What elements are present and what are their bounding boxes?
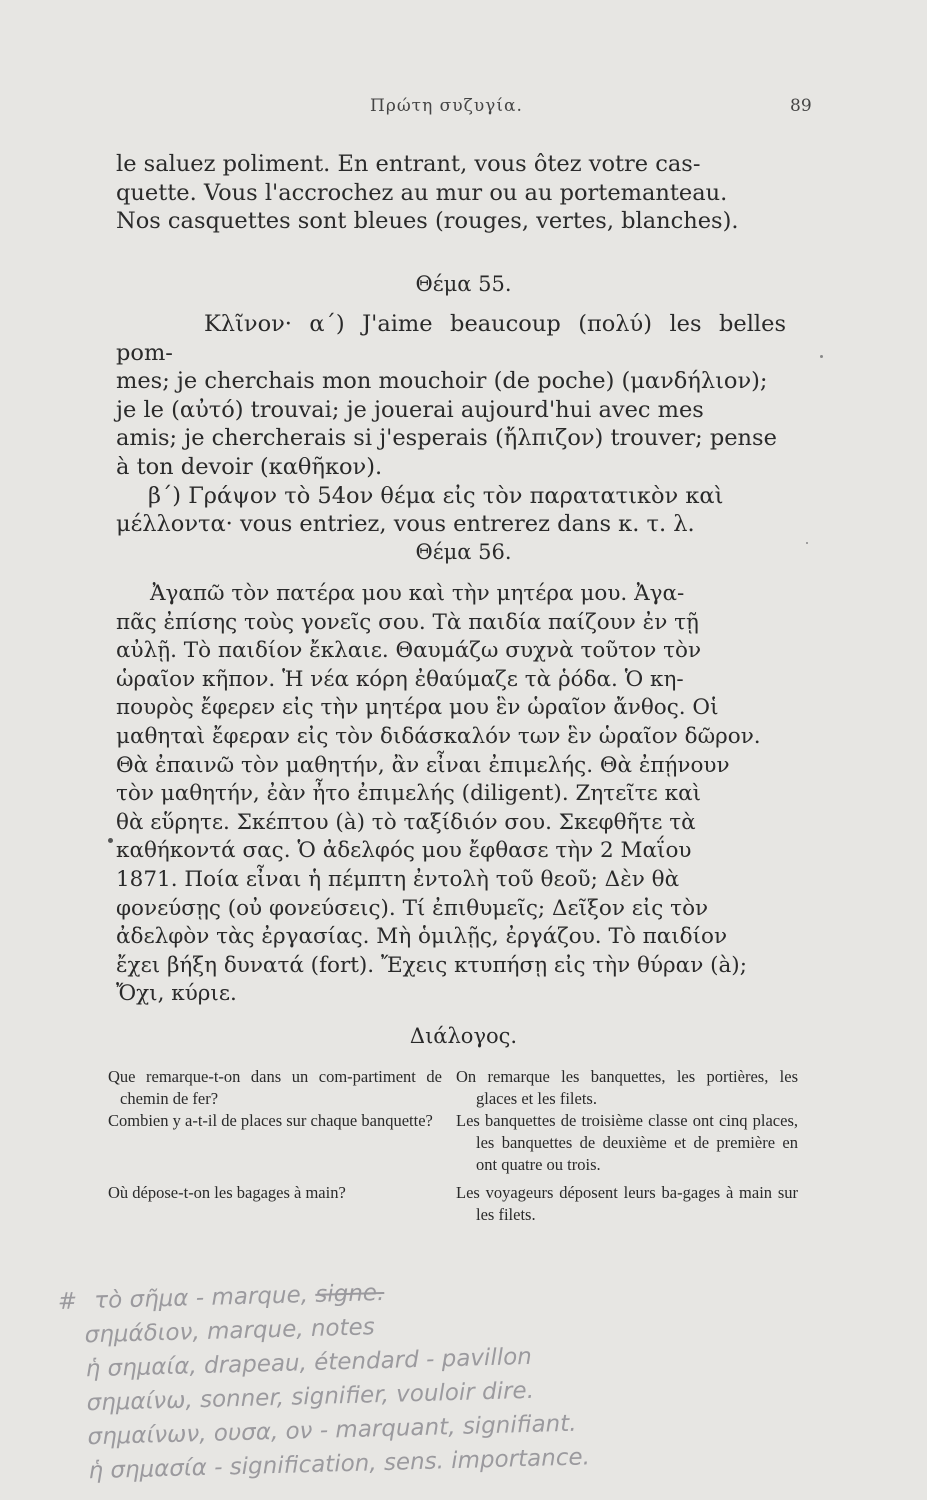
dialogue-answer: On remarque les banquettes, les portières, les glaces et les filets. — [456, 1067, 798, 1108]
text-line: ἀδελφὸν τὰς ἐργασίας. Μὴ ὁμιλῇς, ἐργάζου. Τὸ παιδίον — [116, 924, 728, 950]
dialogue-question: Où dépose-t-on les bagages à main? — [108, 1183, 346, 1202]
text-line: αὐλῇ. Τὸ παιδίον ἔκλαιε. Θαυμάζω συχνὰ τοῦτον τὸν — [116, 638, 702, 664]
text-line: τὸν μαθητήν, ἐὰν ἦτο ἐπιμελής (diligent). Ζητεῖτε καὶ — [116, 781, 702, 807]
dialogue-question: Que remarque-t-on dans un com-partiment de chemin de fer? — [108, 1067, 442, 1108]
hash-mark: # — [57, 1288, 78, 1316]
text-line: μέλλοντα· vous entriez, vous entrerez dans κ. τ. λ. — [116, 511, 695, 538]
text-line: πᾶς ἐπίσης τοὺς γονεῖς σου. Τὰ παιδία παίζουν ἐν τῇ — [116, 609, 699, 635]
dialogue-question: Combien y a-t-il de places sur chaque banquette? — [108, 1111, 433, 1130]
text-line: ὡραῖον κῆπον. Ἡ νέα κόρη ἐθαύμαζε τὰ ῥόδα. Ὁ κη- — [116, 666, 684, 692]
page-number: 89 — [790, 96, 812, 116]
text-line: Nos casquettes sont bleues (rouges, vertes, blanches). — [116, 208, 739, 235]
running-head-title: Πρώτη συζυγία. — [370, 96, 523, 116]
text-line: je le (αὐτό) trouvai; je jouerai aujourd'hui avec mes — [116, 396, 704, 423]
text-line: mes; je cherchais mon mouchoir (de poche) (μανδήλιον); — [116, 368, 768, 395]
text-line: à ton devoir (καθῆκον). — [116, 453, 383, 480]
text-line: ἔχει βήξη δυνατά (fort). Ἔχεις κτυπήσῃ εἰς τὴν θύραν (à); — [116, 952, 747, 978]
text-line: 1871. Ποία εἶναι ἡ πέμπτη ἐντολὴ τοῦ θεοῦ; Δὲν θὰ — [116, 866, 680, 892]
handwritten-line: σημαίνω, sonner, signifier, vouloir dire. — [86, 1377, 535, 1417]
dialogue-answer: Les voyageurs déposent leurs ba-gages à main sur les filets. — [456, 1183, 798, 1224]
text-line: Θὰ ἐπαινῶ τὸν μαθητήν, ἂν εἶναι ἐπιμελής. Θὰ ἐπῄνουν — [116, 752, 730, 778]
text-line: μαθηταὶ ἔφεραν εἰς τὸν διδάσκαλόν των ἓν ὡραῖον δῶρον. — [116, 723, 761, 749]
text-line: Κλῖνον· α΄) J'aime beaucoup (πολύ) les belles pom- — [116, 311, 786, 366]
text-line: φονεύσῃς (οὐ φονεύσεις). Τί ἐπιθυμεῖς; Δεῖξον εἰς τὸν — [116, 895, 709, 921]
handwritten-line: σημαίνων, ουσα, ον - marquant, signifiant. — [87, 1410, 577, 1451]
struck-text: signe. — [314, 1279, 385, 1308]
dialogue-pair — [108, 1182, 798, 1226]
handwritten-text: τὸ σῆμα - marque, — [93, 1282, 309, 1315]
text-line: Ὄχι, κύριε. — [116, 981, 237, 1007]
dialogue-pair — [108, 1110, 798, 1176]
handwritten-line: ἡ σημασία - signification, sens. importance. — [88, 1444, 591, 1485]
dialogue-table — [108, 1066, 798, 1226]
text-line: β΄) Γράψον τὸ 54ον θέμα εἰς τὸν παρατατικὸν καὶ — [148, 482, 724, 509]
text-line: le saluez poliment. En entrant, vous ôtez votre cas- — [116, 151, 701, 177]
text-line: quette. Vous l'accrochez au mur ou au portemanteau. — [116, 179, 728, 206]
intro-paragraph — [116, 150, 786, 236]
handwritten-line: ἡ σημαία, drapeau, étendard - pavillon — [85, 1343, 533, 1383]
text-line: θὰ εὕρητε. Σκέπτου (à) τὸ ταξίδιόν σου. Σκεφθῆτε τὰ — [116, 809, 696, 835]
dialogue-heading: Διάλογος. — [409, 1024, 518, 1048]
theme-55-heading: Θέμα 55. — [415, 272, 512, 296]
handwritten-notes — [57, 1263, 852, 1489]
text-line: πουρὸς ἔφερεν εἰς τὴν μητέρα μου ἓν ὡραῖον ἄνθος. Οἱ — [116, 695, 719, 721]
dialogue-pair — [108, 1066, 798, 1110]
theme-56-heading: Θέμα 56. — [415, 540, 512, 564]
handwritten-line: σημάδιον, marque, notes — [84, 1314, 376, 1349]
text-line: Ἀγαπῶ τὸν πατέρα μου καὶ τὴν μητέρα μου. Ἀγα- — [150, 581, 685, 606]
text-line: καθήκοντά σας. Ὁ ἀδελφός μου ἔφθασε τὴν 2 Μαΐου — [116, 838, 692, 864]
dialogue-answer: Les banquettes de troisième classe ont cinq places, les banquettes de deuxième et de première en ont quatre ou trois. — [456, 1111, 798, 1174]
theme-56-body — [116, 580, 786, 1009]
text-line: amis; je chercherais si j'esperais (ἤλπιζον) trouver; pense — [116, 425, 777, 452]
theme-55-body — [116, 310, 786, 539]
